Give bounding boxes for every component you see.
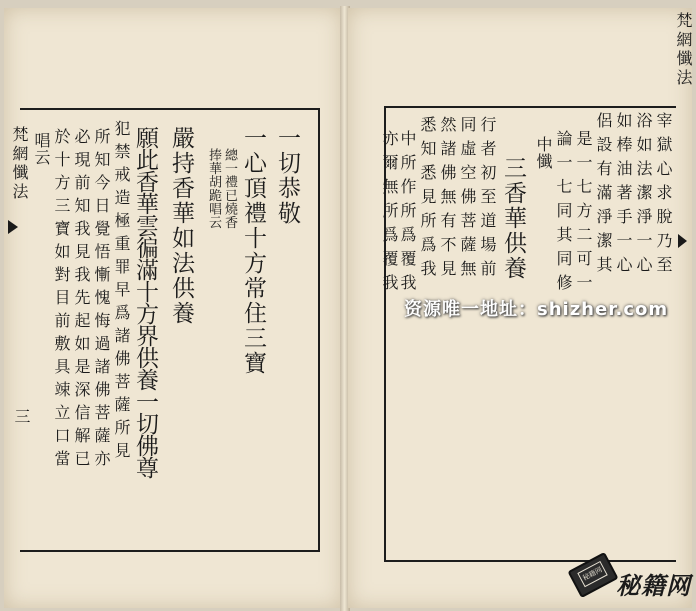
left-column-6: 願此香華雲徧滿十方界供養一切佛尊 xyxy=(132,126,158,478)
right-column-9: 行者初至道場前 xyxy=(478,116,497,284)
right-column-12: 悉知悉見所爲我 xyxy=(418,116,437,284)
right-column-3: 如棒油著手一心 xyxy=(614,112,633,280)
right-column-2: 浴如法潔淨一心 xyxy=(634,112,653,280)
left-page-number: 三 xyxy=(12,408,31,425)
left-column-11: 唱云 xyxy=(32,132,51,166)
site-logo: 秘籍网 xyxy=(616,571,691,600)
right-column-5: 是一七方二可一 xyxy=(574,130,593,298)
fish-tail-mark-right xyxy=(678,234,687,248)
right-column-6: 論一七同其同修 xyxy=(554,130,573,298)
right-column-13: 中所作所爲覆我 xyxy=(398,130,417,298)
seal-label: 秘籍网 xyxy=(577,561,607,587)
left-column-5: 嚴持香華如法供養 xyxy=(168,126,194,326)
right-column-4: 侶設有滿淨潔其 xyxy=(594,112,613,280)
right-column-1: 宰獄心求脫乃至 xyxy=(654,112,673,280)
left-column-10: 於十方三寶如對目前敷具竦立口當 xyxy=(52,128,71,473)
left-column-7: 犯禁戒造極重罪早爲諸佛菩薩所見 xyxy=(112,120,131,465)
watermark-url: 资源唯一地址：shizher.com xyxy=(404,299,669,320)
left-column-3-note: 總一禮已燒香 xyxy=(222,148,237,229)
left-column-8: 所知今日覺悟慚愧悔過諸佛菩薩亦 xyxy=(92,128,111,473)
left-banxin-title: 梵網懺法 xyxy=(10,126,29,202)
left-column-1: 一切恭敬 xyxy=(274,126,300,226)
right-column-11: 然諸佛無有不見 xyxy=(438,116,457,284)
right-column-14: 亦爾無所爲覆我 xyxy=(380,130,399,298)
right-banxin-title: 梵網懺法 xyxy=(674,12,693,88)
fish-tail-mark xyxy=(8,220,18,234)
left-column-2: 一心頂禮十方常住三寶 xyxy=(240,126,266,376)
left-column-9: 必現前知我見我先起如是深信解已 xyxy=(72,128,91,473)
right-section-heading: 三香華供養 xyxy=(500,156,526,281)
right-column-7: 中懺 xyxy=(534,136,553,170)
left-page xyxy=(4,8,342,608)
right-column-10: 同虛空佛菩薩無 xyxy=(458,116,477,284)
left-column-4-note: 捧華胡跪唱云 xyxy=(206,148,221,229)
